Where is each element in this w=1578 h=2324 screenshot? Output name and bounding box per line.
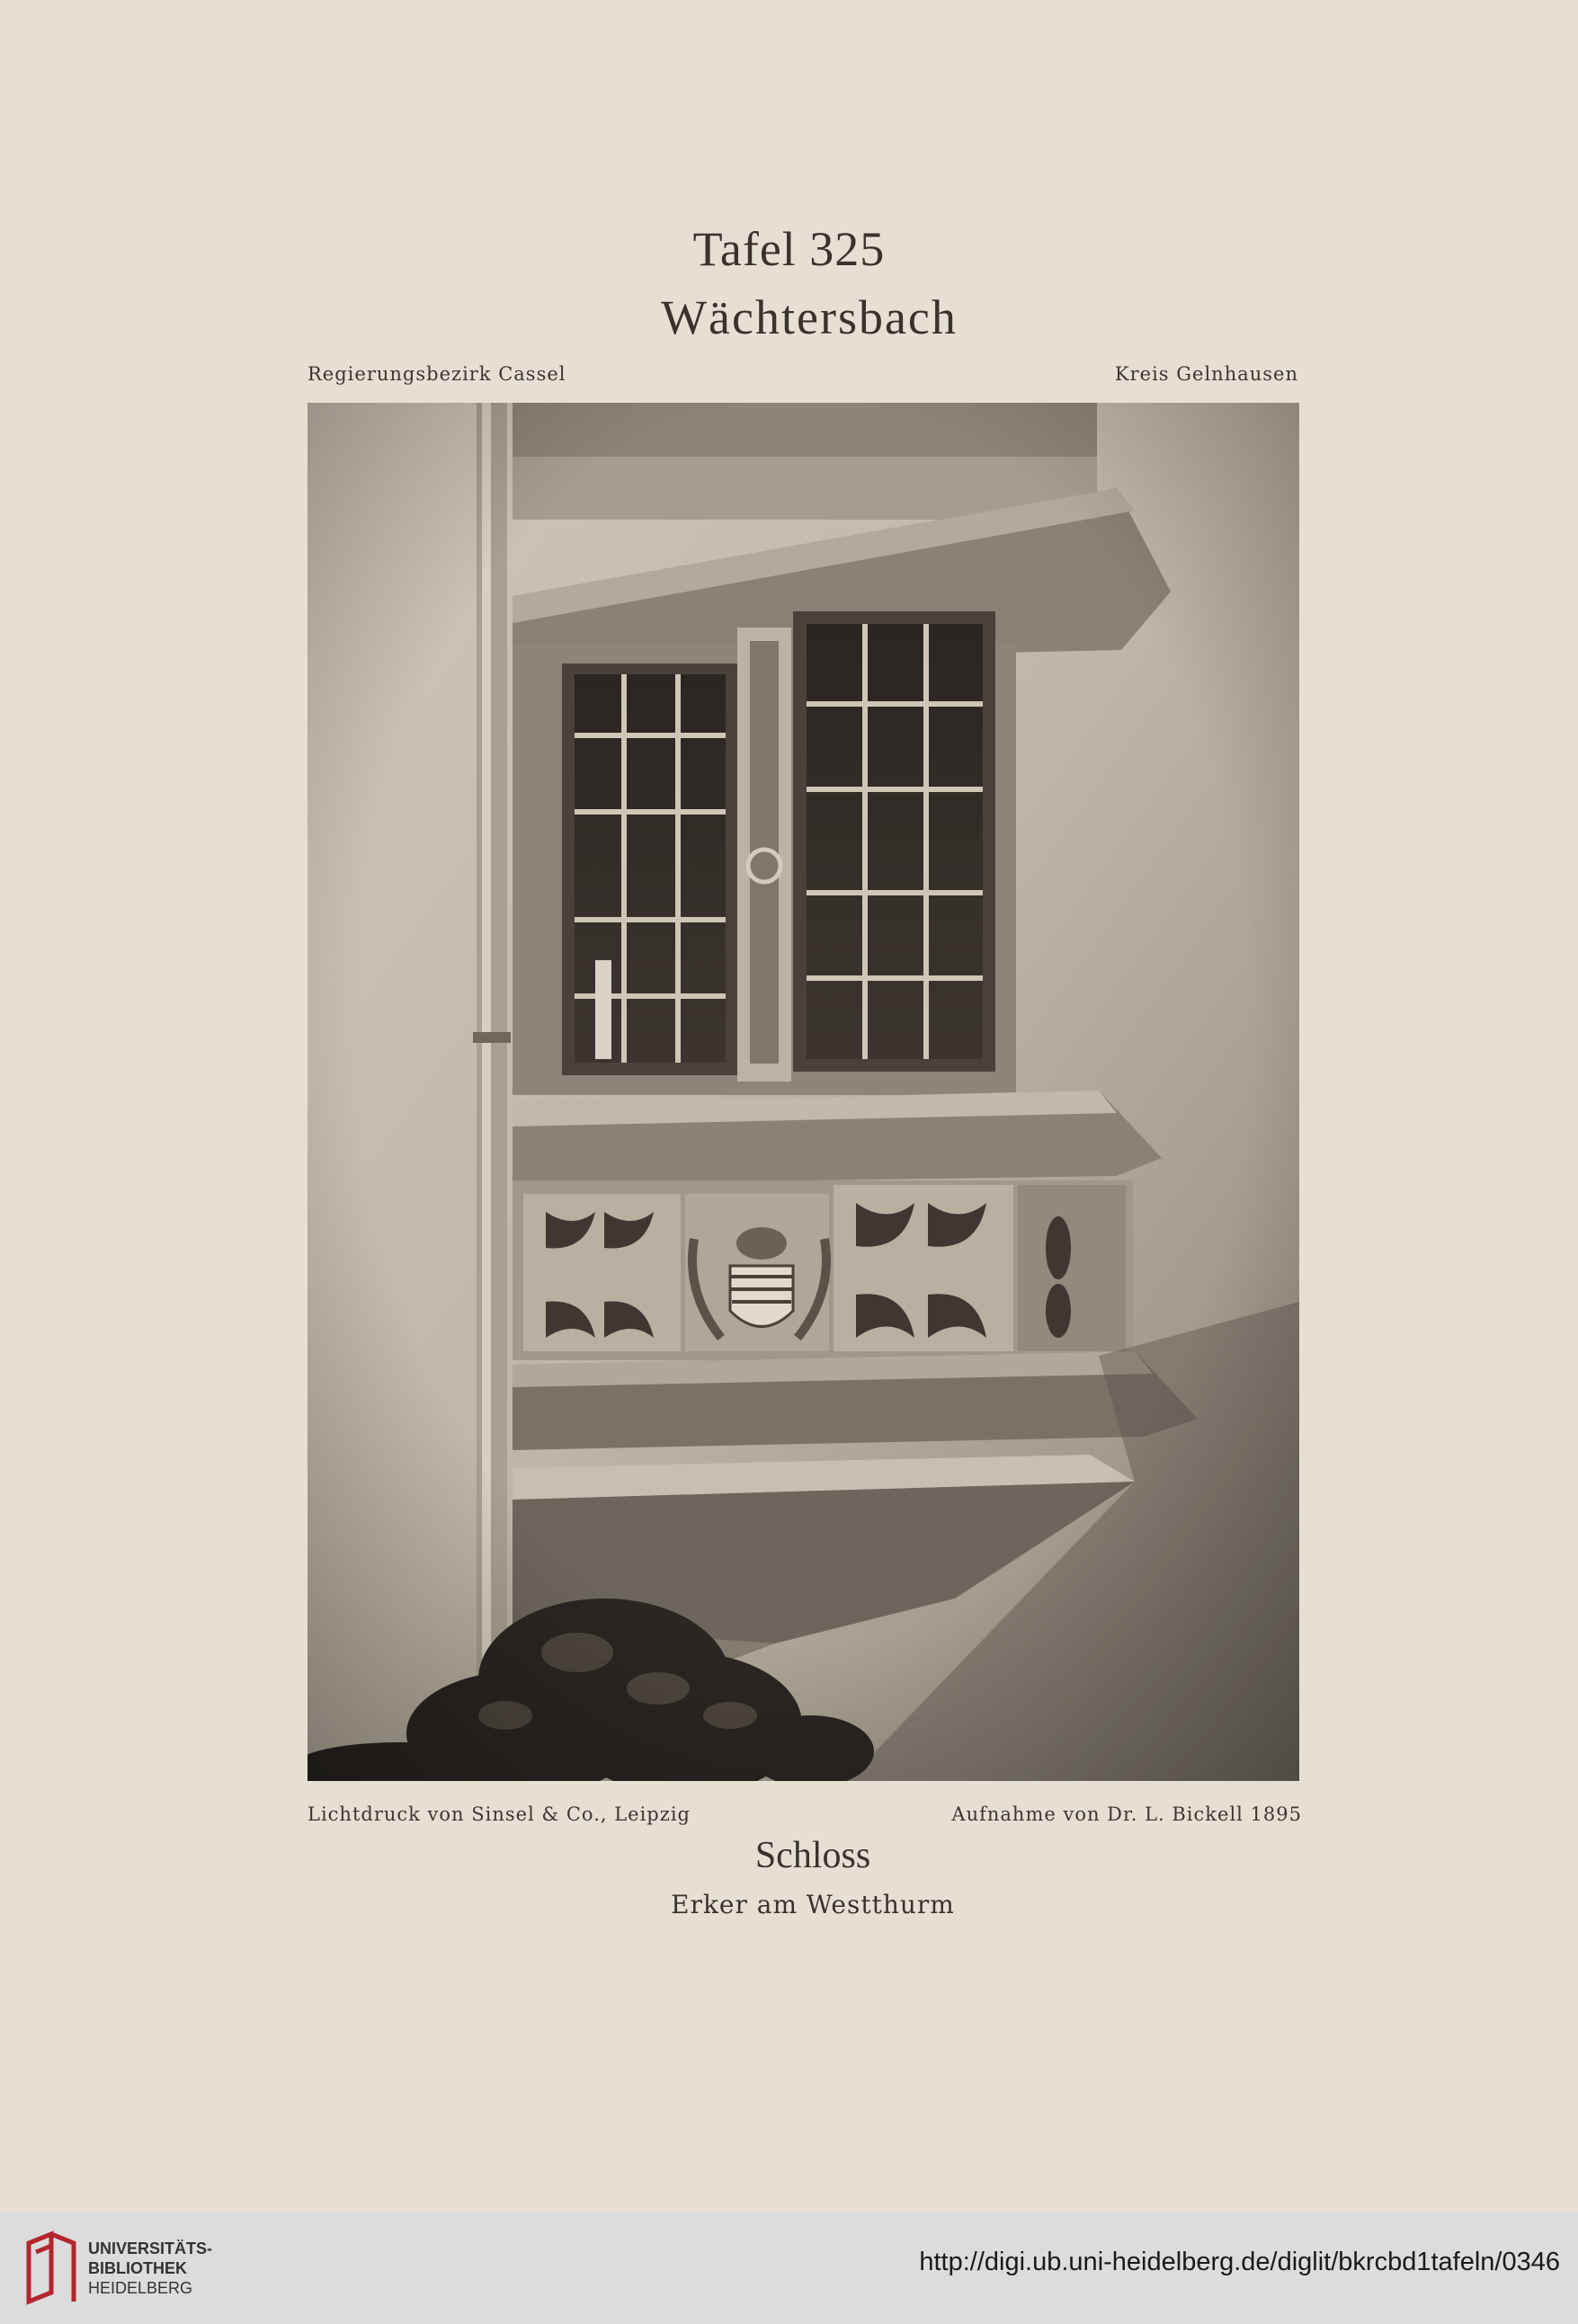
place-title: Wächtersbach (661, 290, 958, 344)
plate-number: Tafel 325 (692, 222, 886, 276)
printer-credit: Lichtdruck von Sinsel & Co., Leipzig (308, 1803, 691, 1825)
library-name-line1: UNIVERSITÄTS- (88, 2239, 213, 2257)
region-label: Regierungsbezirk Cassel (308, 363, 566, 385)
permalink-url[interactable]: http://digi.ub.uni-heidelberg.de/diglit/bkrcbd1tafeln/0346 (919, 2248, 1560, 2276)
library-name-line3: HEIDELBERG (88, 2279, 193, 2297)
caption-subtitle: Erker am Westthurm (671, 1890, 955, 1919)
library-logo-icon[interactable] (20, 2230, 83, 2310)
viewer-footer (0, 2212, 1578, 2324)
library-name[interactable] (88, 2239, 212, 2298)
library-name-line2: BIBLIOTHEK (88, 2259, 187, 2277)
oriel-photograph (308, 403, 1299, 1781)
photographer-credit: Aufnahme von Dr. L. Bickell 1895 (951, 1803, 1302, 1825)
caption-title: Schloss (754, 1835, 871, 1876)
district-label: Kreis Gelnhausen (1114, 363, 1298, 385)
